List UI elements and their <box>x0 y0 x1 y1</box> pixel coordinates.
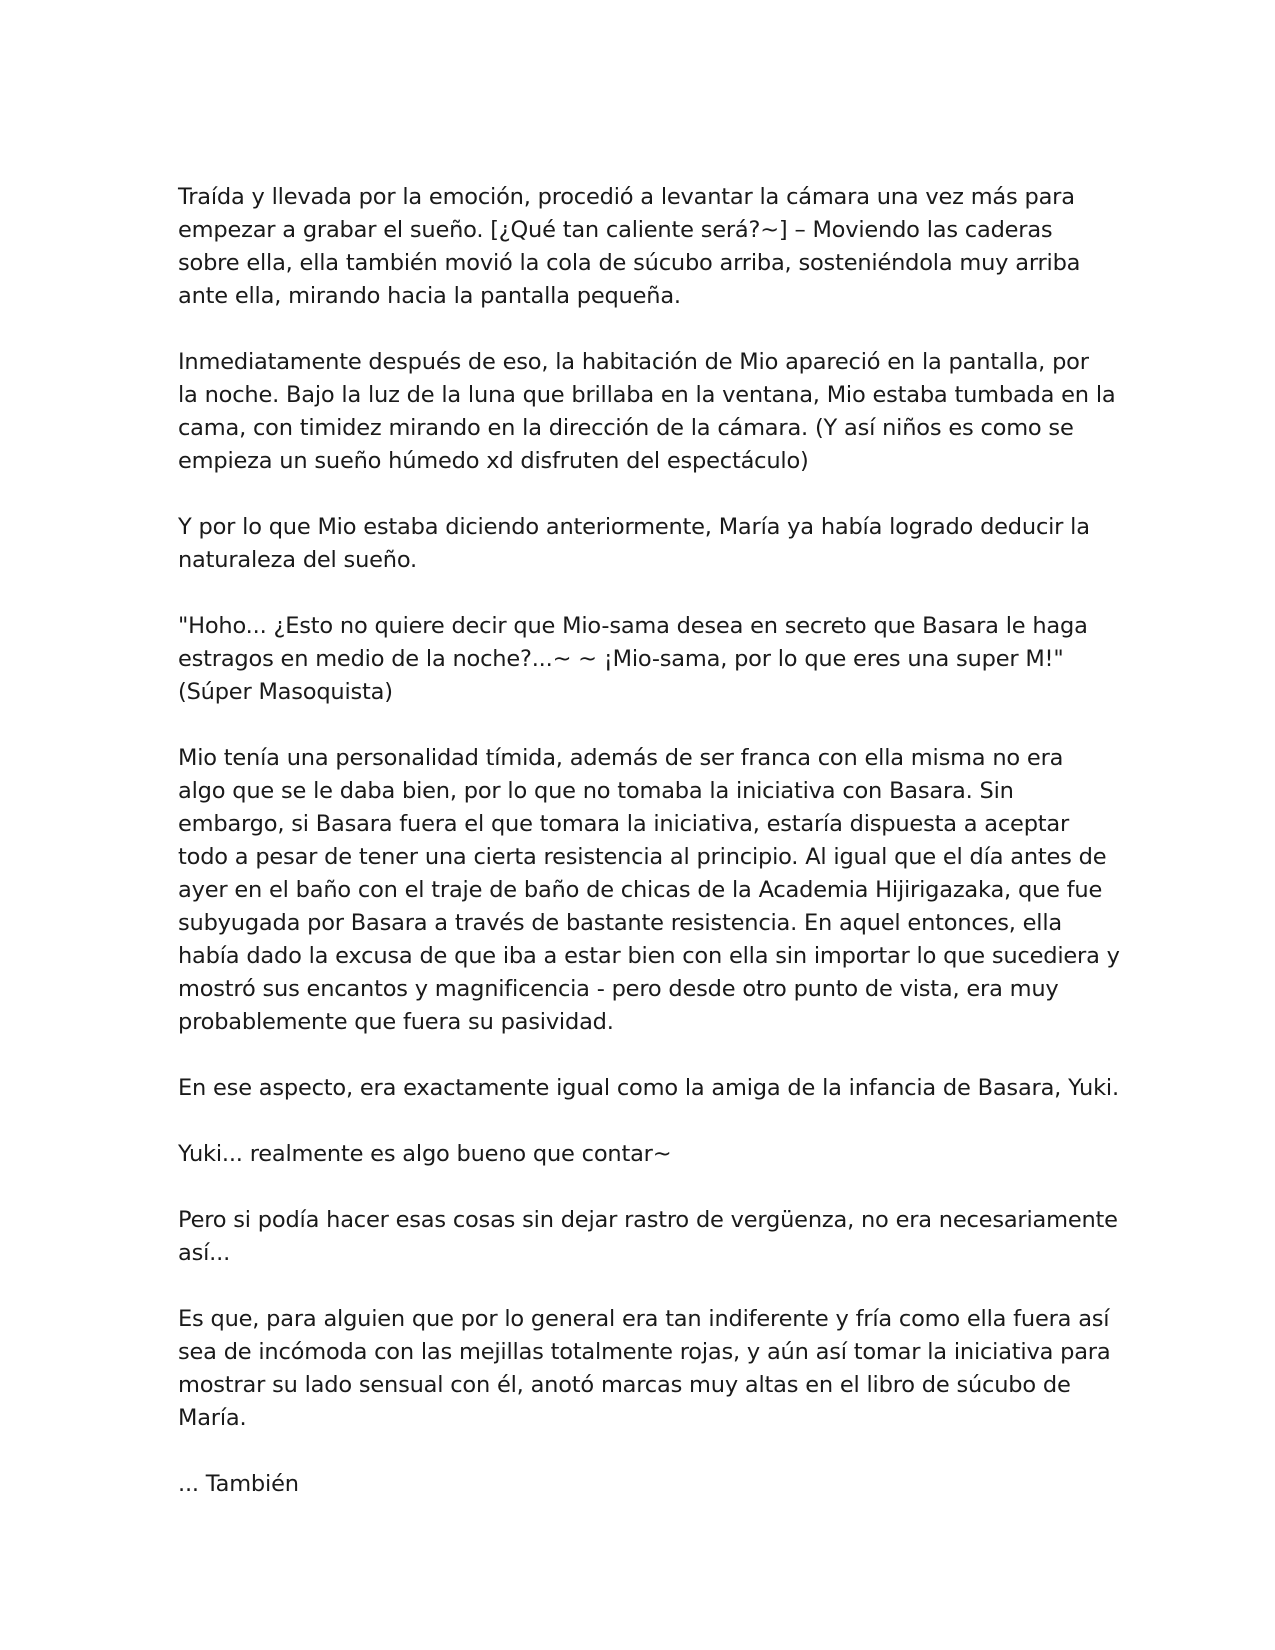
text-line: subyugada por Basara a través de bastante resistencia. En aquel entonces, ella <box>178 910 1062 936</box>
text-line: Y por lo que Mio estaba diciendo anteriormente, María ya había logrado deducir la <box>178 514 1090 540</box>
text-line: María. <box>178 1405 247 1431</box>
text-line: Inmediatamente después de eso, la habitación de Mio apareció en la pantalla, por <box>178 349 1089 375</box>
paragraph-2 <box>178 346 1116 478</box>
paragraph-8 <box>178 1204 1118 1270</box>
paragraph-1 <box>178 181 1108 313</box>
text-line: probablemente que fuera su pasividad. <box>178 1009 614 1035</box>
paragraph-5 <box>178 742 1120 1039</box>
paragraph-7 <box>178 1138 1108 1171</box>
paragraph-4 <box>178 610 1108 709</box>
text-line: estragos en medio de la noche?...~ ~ ¡Mio-sama, por lo que eres una super M!" <box>178 646 1064 672</box>
text-line: Yuki... realmente es algo bueno que contar~ <box>178 1141 672 1167</box>
text-line: (Súper Masoquista) <box>178 679 393 705</box>
text-line: naturaleza del sueño. <box>178 547 417 573</box>
text-line: cama, con timidez mirando en la dirección de la cámara. (Y así niños es como se <box>178 415 1074 441</box>
text-line: Traída y llevada por la emoción, procedió a levantar la cámara una vez más para <box>178 184 1075 210</box>
text-line: En ese aspecto, era exactamente igual como la amiga de la infancia de Basara, Yuki. <box>178 1075 1119 1101</box>
text-line: así... <box>178 1240 231 1266</box>
text-line: embargo, si Basara fuera el que tomara la iniciativa, estaría dispuesta a aceptar <box>178 811 1070 837</box>
text-line: Mio tenía una personalidad tímida, además de ser franca con ella misma no era <box>178 745 1064 771</box>
text-line: Es que, para alguien que por lo general era tan indiferente y fría como ella fuera así <box>178 1306 1110 1332</box>
text-line: sobre ella, ella también movió la cola de súcubo arriba, sosteniéndola muy arriba <box>178 250 1081 276</box>
text-line: todo a pesar de tener una cierta resistencia al principio. Al igual que el día antes de <box>178 844 1107 870</box>
text-line: ante ella, mirando hacia la pantalla pequeña. <box>178 283 681 309</box>
text-line: había dado la excusa de que iba a estar bien con ella sin importar lo que sucediera y <box>178 943 1120 969</box>
text-line: "Hoho... ¿Esto no quiere decir que Mio-sama desea en secreto que Basara le haga <box>178 613 1088 639</box>
text-line: ayer en el baño con el traje de baño de chicas de la Academia Hijirigazaka, que fue <box>178 877 1103 903</box>
text-line: algo que se le daba bien, por lo que no tomaba la iniciativa con Basara. Sin <box>178 778 1014 804</box>
text-line: ... También <box>178 1471 299 1497</box>
text-line: empezar a grabar el sueño. [¿Qué tan caliente será?~] – Moviendo las caderas <box>178 217 1053 243</box>
text-line: sea de incómoda con las mejillas totalmente rojas, y aún así tomar la iniciativa para <box>178 1339 1111 1365</box>
paragraph-3 <box>178 511 1108 577</box>
paragraph-6 <box>178 1072 1119 1105</box>
text-line: la noche. Bajo la luz de la luna que brillaba en la ventana, Mio estaba tumbada en la <box>178 382 1116 408</box>
paragraph-10 <box>178 1468 1108 1501</box>
document-page <box>178 181 1120 1534</box>
text-line: mostrar su lado sensual con él, anotó marcas muy altas en el libro de súcubo de <box>178 1372 1071 1398</box>
text-line: empieza un sueño húmedo xd disfruten del espectáculo) <box>178 448 809 474</box>
text-line: mostró sus encantos y magnificencia - pero desde otro punto de vista, era muy <box>178 976 1059 1002</box>
paragraph-9 <box>178 1303 1111 1435</box>
text-line: Pero si podía hacer esas cosas sin dejar rastro de vergüenza, no era necesariamente <box>178 1207 1118 1233</box>
